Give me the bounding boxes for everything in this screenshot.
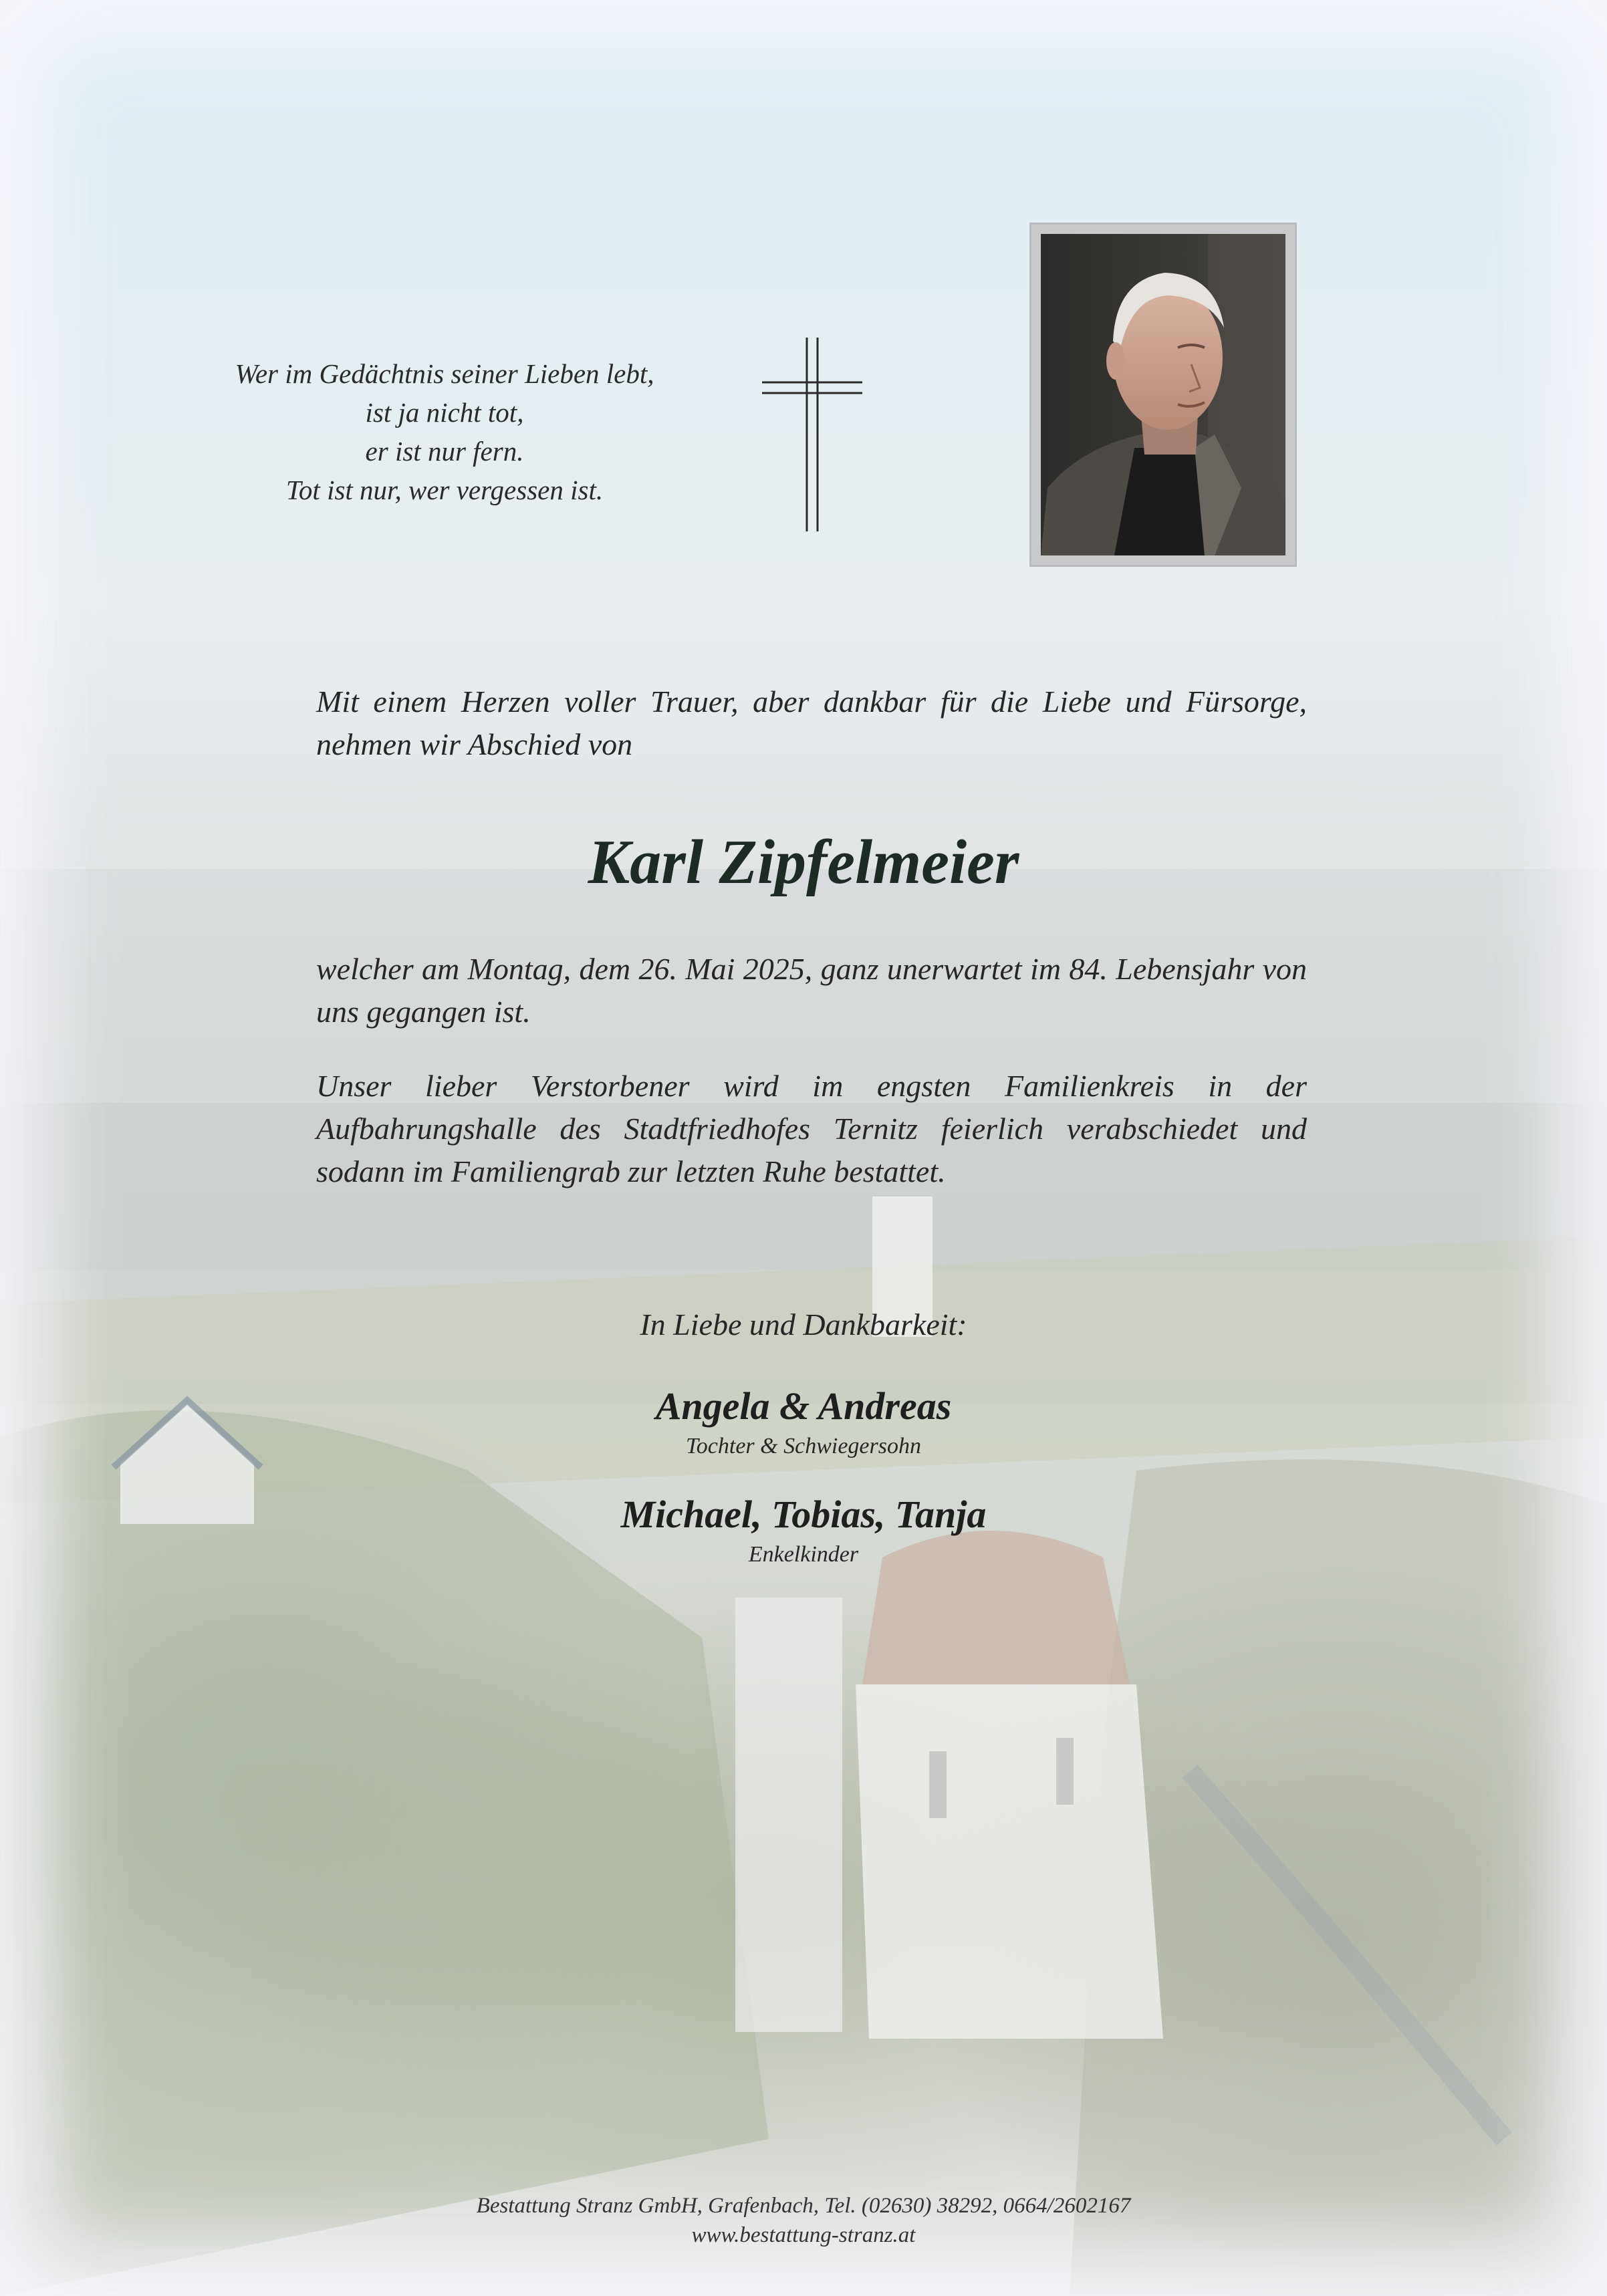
deceased-name: Karl Zipfelmeier: [588, 827, 1019, 897]
quote-line-4: Tot ist nur, wer vergessen ist.: [285, 475, 604, 505]
mourner-relation-2: Enkelkinder: [748, 1542, 859, 1567]
mourner-names-1: Angela & Andreas: [655, 1384, 952, 1428]
cross-icon: [762, 338, 862, 531]
mourner-names-2: Michael, Tobias, Tanja: [620, 1493, 987, 1536]
death-notice-text: welcher am Montag, dem 26. Mai 2025, ganz unerwartet im 84. Lebensjahr von uns gegangen ist.: [316, 952, 1307, 1029]
ceremony-text: Unser lieber Verstorbener wird im engsten Familienkreis in der Aufbahrungshalle des Stadtfriedhofes Ternitz feierlich verabschiedet und sodann im Familiengrab zur letzten Ruhe bestattet.: [316, 1069, 1307, 1188]
mourner-relation-1: Tochter & Schwiegersohn: [686, 1434, 921, 1458]
closing-phrase: In Liebe und Dankbarkeit:: [640, 1307, 967, 1342]
footer-company: Bestattung Stranz GmbH, Grafenbach, Tel. (02630) 38292, 0664/2602167: [476, 2194, 1131, 2218]
quote-line-3: er ist nur fern.: [365, 436, 524, 467]
intro-text: Mit einem Herzen voller Trauer, aber dankbar für die Liebe und Fürsorge, nehmen wir Abschied von: [316, 684, 1307, 761]
quote-line-2: ist ja nicht tot,: [365, 397, 524, 428]
memorial-quote: [160, 354, 729, 509]
portrait-photo: [1041, 234, 1285, 555]
quote-line-1: Wer im Gedächtnis seiner Lieben lebt,: [235, 358, 654, 389]
footer-website: www.bestattung-stranz.at: [691, 2223, 916, 2247]
portrait-frame: [1029, 223, 1297, 567]
